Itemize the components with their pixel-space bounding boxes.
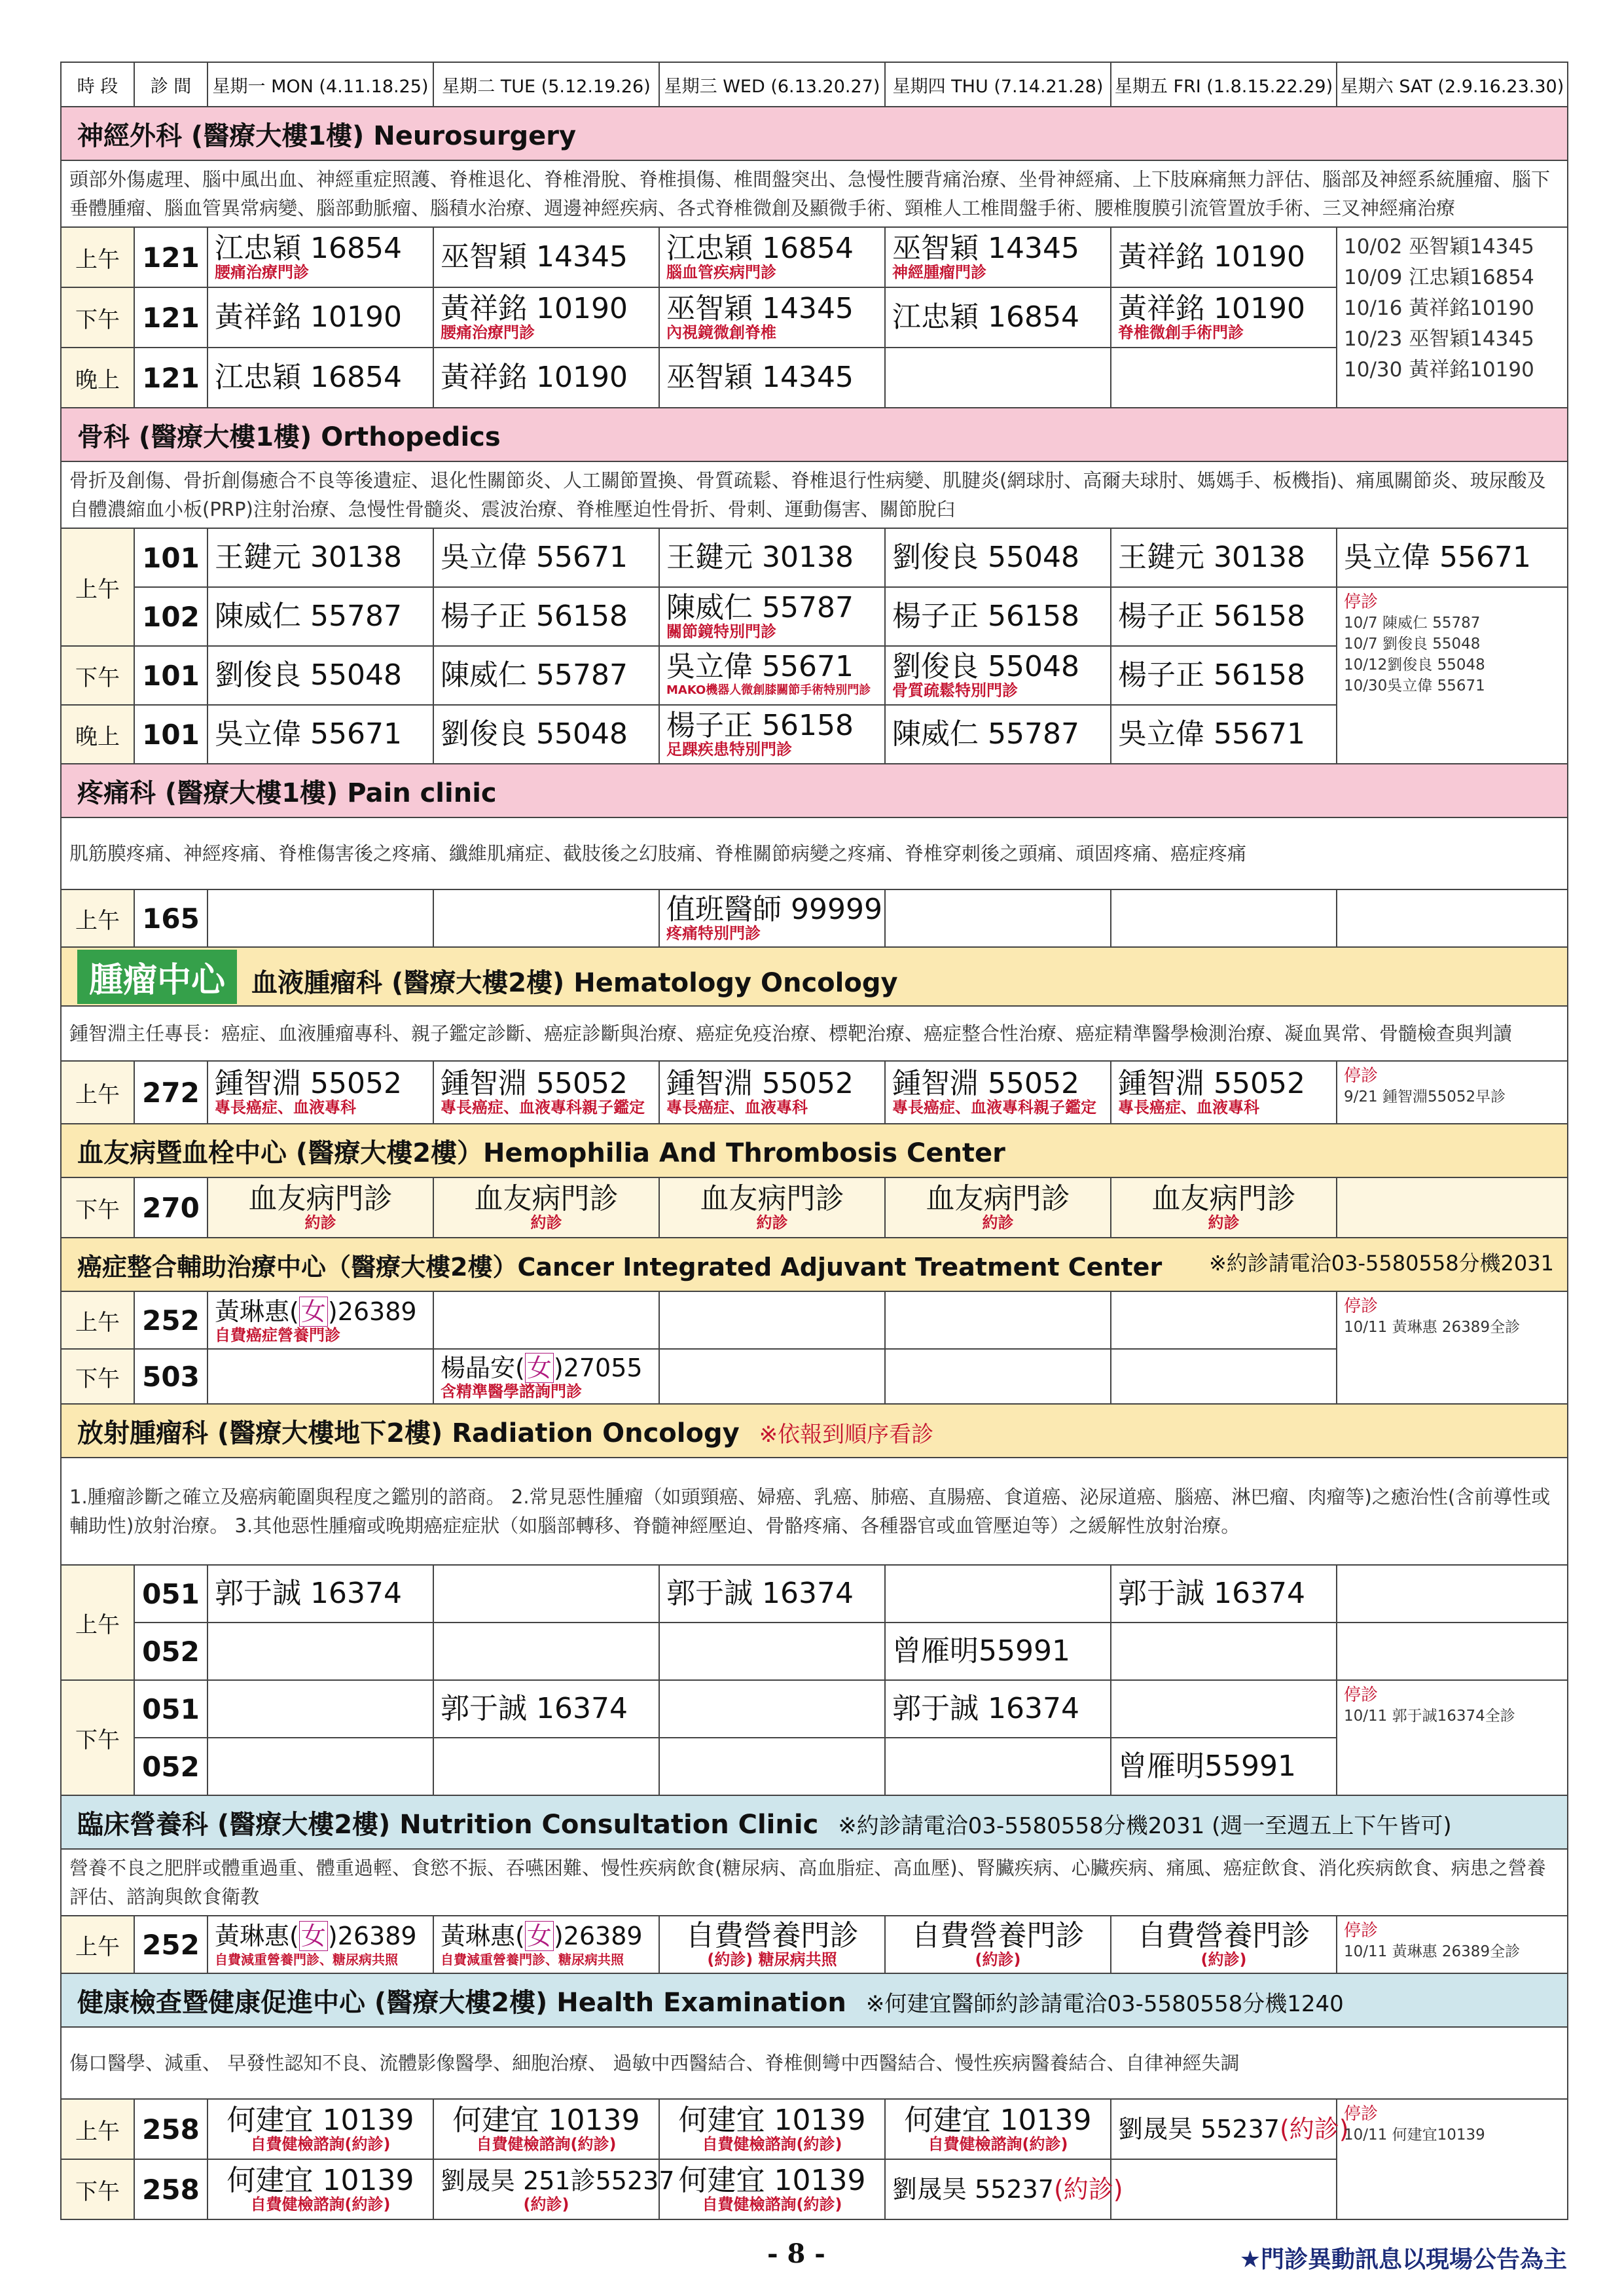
dept-title: 血液腫瘤科 (醫療大樓2樓) Hematology Oncology: [251, 967, 898, 998]
schedule-row: [61, 227, 1568, 287]
doctor-cell: 劉俊良 55048: [208, 646, 433, 705]
slot-label: 晚上: [61, 348, 134, 408]
header-thu: 星期四 THU (7.14.21.28): [885, 62, 1111, 107]
slot-label: 上午: [61, 1291, 134, 1349]
dept-note: ※約診請電洽03-5580558分機2031 (週一至週五上下午皆可): [838, 1812, 1452, 1839]
room-number: 101: [134, 705, 208, 764]
doctor-cell: 劉俊良 55048: [885, 528, 1111, 587]
slot-label: 上午: [61, 1565, 134, 1680]
stop-notes: 停診 10/11 郭于誠16374全診: [1337, 1680, 1568, 1795]
stop-label: 停診: [1344, 1685, 1379, 1705]
doctor-cell: [659, 1349, 885, 1404]
clinic-schedule-table: [60, 62, 1568, 2220]
doctor-cell: [885, 1291, 1111, 1349]
schedule-row: [61, 1177, 1568, 1238]
doctor-cell: 劉晟昊 251診55237 (約診): [433, 2159, 659, 2219]
doctor-cell: [659, 1680, 885, 1738]
oncology-center-badge: 腫瘤中心: [77, 950, 237, 1004]
dept-neurosurgery: [61, 107, 1568, 160]
room-number: 051: [134, 1565, 208, 1623]
slot-label: 上午: [61, 1916, 134, 1973]
dept-cancer-integrated: [61, 1238, 1568, 1291]
doctor-cell: 楊子正 56158: [1111, 646, 1337, 705]
doctor-cell: 王鍵元 30138: [208, 528, 433, 587]
page-footer: [60, 2238, 1567, 2278]
dept-radiation-oncology: [61, 1404, 1568, 1458]
slot-label: 下午: [61, 287, 134, 348]
stop-notes: 停診 10/11 黃琳惠 26389全診: [1337, 1291, 1568, 1404]
dept-description: 傷口醫學、減重、 早發性認知不良、流體影像醫學、細胞治療、 過敏中西醫結合、脊椎側彎中西醫結合、慢性疾病醫養結合、自律神經失調: [61, 2027, 1568, 2099]
header-time: 時 段: [61, 62, 134, 107]
doctor-cell: [885, 348, 1111, 408]
stop-label: 停診: [1344, 1297, 1379, 1316]
dept-title: 癌症整合輔助治療中心（醫療大樓2樓）Cancer Integrated Adjuvant Treatment Center: [77, 1252, 1163, 1282]
schedule-page: [60, 62, 1567, 2220]
doctor-cell: 黃祥銘 10190: [208, 287, 433, 348]
doctor-cell: 值班醫師 99999 疼痛特別門診: [659, 889, 885, 947]
doctor-cell: 鍾智淵 55052 專長癌症、血液專科: [659, 1061, 885, 1124]
dept-title: 血友病暨血栓中心 (醫療大樓2樓）Hemophilia And Thrombosis Center: [61, 1124, 1568, 1177]
doctor-cell: [208, 1623, 433, 1680]
doctor-cell: 何建宜 10139 自費健檢諮詢(約診): [885, 2099, 1111, 2159]
room-number: 121: [134, 227, 208, 287]
slot-label: 上午: [61, 889, 134, 947]
doctor-cell: 劉俊良 55048: [433, 705, 659, 764]
dept-title: 疼痛科 (醫療大樓1樓) Pain clinic: [61, 764, 1568, 817]
header-sat: 星期六 SAT (2.9.16.23.30): [1337, 62, 1568, 107]
header-wed: 星期三 WED (6.13.20.27): [659, 62, 885, 107]
dept-hemophilia: [61, 1124, 1568, 1177]
doctor-cell: 黃祥銘 10190: [433, 348, 659, 408]
doctor-cell: 陳威仁 55787: [433, 646, 659, 705]
dept-orthopedics: [61, 408, 1568, 461]
doctor-cell: 何建宜 10139 自費健檢諮詢(約診): [659, 2099, 885, 2159]
doctor-cell: 楊子正 56158: [1111, 587, 1337, 646]
doctor-cell: [433, 889, 659, 947]
doctor-cell: [1337, 889, 1568, 947]
doctor-cell: 吳立偉 55671 MAKO機器人微創膝關節手術特別門診: [659, 646, 885, 705]
dept-nutrition: [61, 1795, 1568, 1849]
doctor-cell: 鍾智淵 55052 專長癌症、血液專科: [208, 1061, 433, 1124]
header-mon: 星期一 MON (4.11.18.25): [208, 62, 433, 107]
doctor-cell: [208, 1738, 433, 1795]
doctor-cell: 楊子正 56158: [885, 587, 1111, 646]
saturday-notes: 10/02 巫智穎14345 10/09 江忠穎16854 10/16 黃祥銘10190 10/23 巫智穎14345 10/30 黃祥銘10190: [1337, 227, 1568, 408]
doctor-cell: 劉俊良 55048 骨質疏鬆特別門診: [885, 646, 1111, 705]
schedule-row: [61, 2099, 1568, 2159]
doctor-cell: 自費營養門診 (約診): [885, 1916, 1111, 1973]
schedule-row: [61, 587, 1568, 646]
doctor-cell: 郭于誠 16374: [885, 1680, 1111, 1738]
doctor-cell: [1111, 2159, 1337, 2219]
doctor-cell: 巫智穎 14345: [659, 348, 885, 408]
doctor-cell: 何建宜 10139 自費健檢諮詢(約診): [659, 2159, 885, 2219]
room-number: 165: [134, 889, 208, 947]
doctor-cell: [1111, 889, 1337, 947]
room-number: 121: [134, 287, 208, 348]
room-number: 121: [134, 348, 208, 408]
doctor-cell: 鍾智淵 55052 專長癌症、血液專科親子鑑定: [885, 1061, 1111, 1124]
doctor-cell: 吳立偉 55671: [1337, 528, 1568, 587]
doctor-cell: 巫智穎 14345: [433, 227, 659, 287]
doctor-cell: [208, 1349, 433, 1404]
dept-description: 1.腫瘤診斷之確立及癌病範圍與程度之鑑別的諮商。 2.常見惡性腫瘤（如頭頸癌、婦癌、乳癌、肺癌、直腸癌、食道癌、泌尿道癌、腦癌、淋巴瘤、肉瘤等)之癒治性(含前導性或輔助性)放射治療。 3.其他惡性腫瘤或晚期癌症症狀（如腦部轉移、脊髓神經壓迫、骨骼疼痛、各種器官或血管壓迫等）之緩解性放射治療。: [61, 1458, 1568, 1565]
header-fri: 星期五 FRI (1.8.15.22.29): [1111, 62, 1337, 107]
doctor-cell: 血友病門診 約診: [433, 1177, 659, 1238]
schedule-row: [61, 1623, 1568, 1680]
room-number: 270: [134, 1177, 208, 1238]
doctor-cell: 黃琳惠(女)26389 自費癌症營養門診: [208, 1291, 433, 1349]
doctor-cell: [208, 1680, 433, 1738]
header-room: 診 間: [134, 62, 208, 107]
doctor-cell: [1111, 1291, 1337, 1349]
doctor-cell: 郭于誠 16374: [208, 1565, 433, 1623]
doctor-cell: [885, 1349, 1111, 1404]
doctor-cell: 劉晟昊 55237(約診): [885, 2159, 1111, 2219]
schedule-row: [61, 1680, 1568, 1738]
slot-label: 下午: [61, 1349, 134, 1404]
dept-description: 營養不良之肥胖或體重過重、體重過輕、食慾不振、吞嚥困難、慢性疾病飲食(糖尿病、高血脂症、高血壓)、腎臟疾病、心臟疾病、痛風、癌症飲食、消化疾病飲食、病患之營養評估、諮詢與飲食衛教: [61, 1849, 1568, 1916]
dept-description: 肌筋膜疼痛、神經疼痛、脊椎傷害後之疼痛、纖維肌痛症、截肢後之幻肢痛、脊椎關節病變之疼痛、脊椎穿刺後之頭痛、頑固疼痛、癌症疼痛: [61, 817, 1568, 889]
dept-pain-clinic: [61, 764, 1568, 817]
dept-title: 神經外科 (醫療大樓1樓) Neurosurgery: [61, 107, 1568, 160]
dept-note: ※何建宜醫師約診請電洽03-5580558分機1240: [865, 1990, 1344, 2017]
doctor-cell: 巫智穎 14345 神經腫瘤門診: [885, 227, 1111, 287]
room-number: 052: [134, 1738, 208, 1795]
stop-label: 停診: [1344, 2104, 1379, 2124]
doctor-cell: 江忠穎 16854: [208, 348, 433, 408]
doctor-cell: [1337, 1177, 1568, 1238]
doctor-cell: 巫智穎 14345 內視鏡微創脊椎: [659, 287, 885, 348]
table-header: [61, 62, 1568, 107]
slot-label: 下午: [61, 1177, 134, 1238]
doctor-cell: 何建宜 10139 自費健檢諮詢(約診): [208, 2159, 433, 2219]
doctor-cell: [885, 889, 1111, 947]
page-number: - 8 -: [767, 2238, 825, 2269]
room-number: 272: [134, 1061, 208, 1124]
doctor-cell: [1111, 1623, 1337, 1680]
doctor-cell: 楊子正 56158 足踝疾患特別門診: [659, 705, 885, 764]
room-number: 102: [134, 587, 208, 646]
doctor-cell: [208, 889, 433, 947]
doctor-cell: 黃琳惠(女)26389 自費減重營養門診、糖尿病共照: [208, 1916, 433, 1973]
doctor-cell: 劉晟昊 55237(約診): [1111, 2099, 1337, 2159]
doctor-cell: 血友病門診 約診: [1111, 1177, 1337, 1238]
doctor-cell: 陳威仁 55787: [885, 705, 1111, 764]
dept-description: 骨折及創傷、骨折創傷癒合不良等後遺症、退化性關節炎、人工關節置換、骨質疏鬆、脊椎退行性病變、肌腱炎(網球肘、高爾夫球肘、媽媽手、板機指)、痛風關節炎、玻尿酸及自體濃縮血小板(PRP)注射治療、急慢性骨髓炎、震波治療、脊椎壓迫性骨折、骨刺、運動傷害、關節脫臼: [61, 461, 1568, 528]
room-number: 051: [134, 1680, 208, 1738]
doctor-cell: [1337, 1623, 1568, 1680]
slot-label: 上午: [61, 1061, 134, 1124]
doctor-cell: 黃琳惠(女)26389 自費減重營養門診、糖尿病共照: [433, 1916, 659, 1973]
doctor-cell: 黃祥銘 10190 脊椎微創手術門診: [1111, 287, 1337, 348]
doctor-cell: [433, 1291, 659, 1349]
slot-label: 下午: [61, 646, 134, 705]
schedule-row: [61, 528, 1568, 587]
stop-notes: 停診 9/21 鍾智淵55052早診: [1337, 1061, 1568, 1124]
doctor-cell: 江忠穎 16854 腦血管疾病門診: [659, 227, 885, 287]
doctor-cell: 王鍵元 30138: [659, 528, 885, 587]
slot-label: 上午: [61, 227, 134, 287]
stop-notes: 停診 10/11 何建宜10139: [1337, 2099, 1568, 2219]
footer-note: ★門診異動訊息以現場公告為主: [1239, 2246, 1567, 2273]
room-number: 252: [134, 1916, 208, 1973]
stop-label: 停診: [1344, 1921, 1379, 1941]
slot-label: 下午: [61, 1680, 134, 1795]
room-number: 101: [134, 528, 208, 587]
doctor-cell: [433, 1565, 659, 1623]
room-number: 258: [134, 2099, 208, 2159]
doctor-cell: 血友病門診 約診: [885, 1177, 1111, 1238]
dept-description: 鍾智淵主任專長：癌症、血液腫瘤專科、親子鑑定診斷、癌症診斷與治療、癌症免疫治療、標靶治療、癌症整合性治療、癌症精準醫學檢測治療、凝血異常、骨髓檢查與判讀: [61, 1006, 1568, 1061]
dept-hematology-oncology: [61, 947, 1568, 1006]
doctor-cell: [885, 1738, 1111, 1795]
dept-title: 健康檢查暨健康促進中心 (醫療大樓2樓) Health Examination: [77, 1987, 846, 2018]
dept-title: 放射腫瘤科 (醫療大樓地下2樓) Radiation Oncology: [77, 1418, 740, 1448]
room-number: 252: [134, 1291, 208, 1349]
doctor-cell: 楊子正 56158: [433, 587, 659, 646]
doctor-cell: 郭于誠 16374: [659, 1565, 885, 1623]
doctor-cell: 楊晶安(女)27055 含精準醫學諮詢門診: [433, 1349, 659, 1404]
doctor-cell: 郭于誠 16374: [1111, 1565, 1337, 1623]
schedule-row: [61, 1565, 1568, 1623]
doctor-cell: 陳威仁 55787: [208, 587, 433, 646]
doctor-cell: 王鍵元 30138: [1111, 528, 1337, 587]
doctor-cell: 吳立偉 55671: [208, 705, 433, 764]
doctor-cell: 黃祥銘 10190 腰痛治療門診: [433, 287, 659, 348]
room-number: 258: [134, 2159, 208, 2219]
room-number: 503: [134, 1349, 208, 1404]
doctor-cell: 血友病門診 約診: [659, 1177, 885, 1238]
doctor-cell: 江忠穎 16854: [885, 287, 1111, 348]
doctor-cell: [1111, 348, 1337, 408]
schedule-row: [61, 1916, 1568, 1973]
doctor-cell: 曾雁明55991: [885, 1623, 1111, 1680]
doctor-cell: [1111, 1680, 1337, 1738]
doctor-cell: 郭于誠 16374: [433, 1680, 659, 1738]
doctor-cell: [659, 1738, 885, 1795]
slot-label: 下午: [61, 2159, 134, 2219]
doctor-cell: [659, 1623, 885, 1680]
room-number: 101: [134, 646, 208, 705]
slot-label: 上午: [61, 528, 134, 646]
dept-note: ※約診請電洽03-5580558分機2031: [1208, 1250, 1554, 1276]
dept-description: 頭部外傷處理、腦中風出血、神經重症照護、脊椎退化、脊椎滑脫、脊椎損傷、椎間盤突出、急慢性腰背痛治療、坐骨神經痛、上下肢麻痛無力評估、腦部及神經系統腫瘤、腦下垂體腫瘤、腦血管異常病變、腦部動脈瘤、腦積水治療、週邊神經疾病、各式脊椎微創及顯微手術、頸椎人工椎間盤手術、腰椎腹膜引流管置放手術、三叉神經痛治療: [61, 160, 1568, 227]
doctor-cell: 鍾智淵 55052 專長癌症、血液專科親子鑑定: [433, 1061, 659, 1124]
slot-label: 晚上: [61, 705, 134, 764]
dept-title: 骨科 (醫療大樓1樓) Orthopedics: [61, 408, 1568, 461]
header-tue: 星期二 TUE (5.12.19.26): [433, 62, 659, 107]
doctor-cell: 吳立偉 55671: [1111, 705, 1337, 764]
doctor-cell: [433, 1738, 659, 1795]
room-number: 052: [134, 1623, 208, 1680]
stop-label: 停診: [1344, 1066, 1379, 1086]
doctor-cell: 曾雁明55991: [1111, 1738, 1337, 1795]
schedule-row: [61, 1291, 1568, 1349]
doctor-cell: [659, 1291, 885, 1349]
doctor-cell: 陳威仁 55787 關節鏡特別門診: [659, 587, 885, 646]
stop-label: 停診: [1344, 592, 1379, 612]
doctor-cell: [433, 1623, 659, 1680]
doctor-cell: [885, 1565, 1111, 1623]
doctor-cell: 黃祥銘 10190: [1111, 227, 1337, 287]
dept-title: 臨床營養科 (醫療大樓2樓) Nutrition Consultation Clinic: [77, 1809, 819, 1840]
doctor-cell: 吳立偉 55671: [433, 528, 659, 587]
dept-note: ※依報到順序看診: [759, 1421, 934, 1448]
doctor-cell: 自費營養門診 (約診): [1111, 1916, 1337, 1973]
doctor-cell: 鍾智淵 55052 專長癌症、血液專科: [1111, 1061, 1337, 1124]
doctor-cell: 自費營養門診 (約診) 糖尿病共照: [659, 1916, 885, 1973]
doctor-cell: 何建宜 10139 自費健檢諮詢(約診): [433, 2099, 659, 2159]
doctor-cell: [1111, 1349, 1337, 1404]
stop-notes: 停診 10/7 陳威仁 55787 10/7 劉俊良 55048 10/12劉俊良 55048 10/30吳立偉 55671: [1337, 587, 1568, 764]
slot-label: 上午: [61, 2099, 134, 2159]
doctor-cell: 江忠穎 16854 腰痛治療門診: [208, 227, 433, 287]
schedule-row: [61, 1061, 1568, 1124]
doctor-cell: 何建宜 10139 自費健檢諮詢(約診): [208, 2099, 433, 2159]
doctor-cell: 血友病門診 約診: [208, 1177, 433, 1238]
schedule-row: [61, 889, 1568, 947]
doctor-cell: [1337, 1565, 1568, 1623]
stop-notes: 停診 10/11 黃琳惠 26389全診: [1337, 1916, 1568, 1973]
dept-health-examination: [61, 1973, 1568, 2027]
